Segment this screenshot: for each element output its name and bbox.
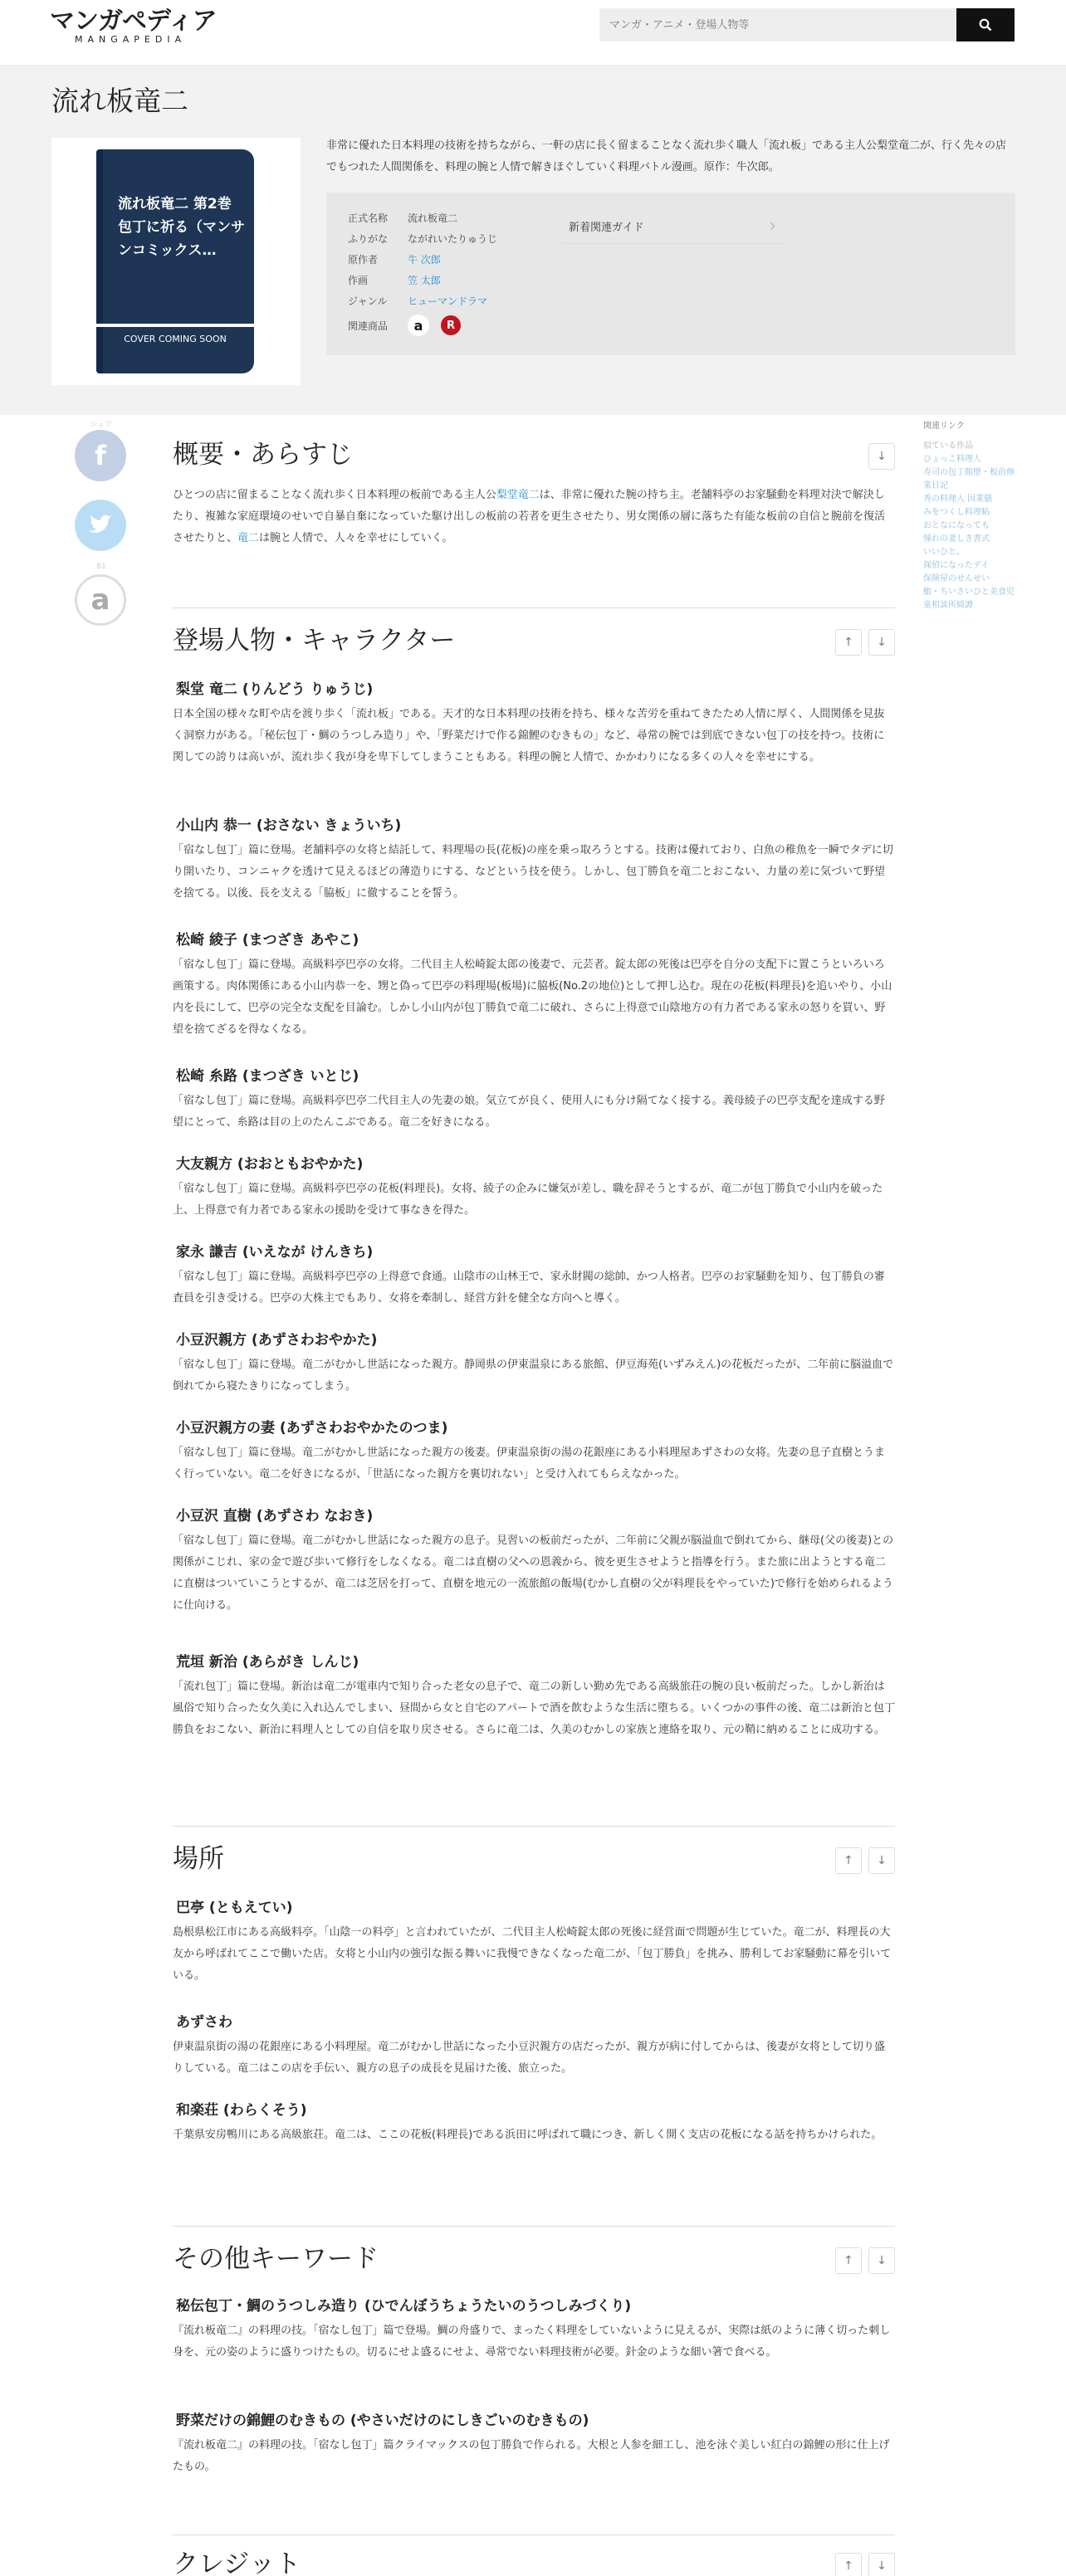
section-nav	[835, 629, 895, 656]
place-entry	[173, 2012, 895, 2080]
overview-heading	[173, 437, 895, 473]
fb-label: シェア	[90, 421, 113, 429]
info-key: 原作者	[348, 254, 379, 266]
keywords-section	[173, 2241, 895, 2277]
character-name: 小豆沢親方 (あずさわおやかた)	[176, 1332, 378, 1349]
character-entry	[173, 1651, 895, 1741]
amazon-icon: a	[90, 583, 110, 617]
info-row	[348, 311, 497, 339]
credits-heading	[173, 2546, 895, 2576]
overview-text-b: は、非常に優れた腕の持ち主。老舗料亭のお家騒動を料理対決で解決したり、複雑な家庭環境のせいで自暴自棄になっていた駆け出しの板前の若者を更生させたり、男女関係の層に落ちた有能な板前の自信と腕前を復活させたりと、	[173, 489, 886, 544]
site-logo[interactable]	[50, 8, 217, 45]
keyword-entry	[173, 2410, 895, 2478]
related-item[interactable]: 秀の料理人 因業膳	[923, 495, 993, 504]
character-entry	[173, 929, 895, 1041]
overview-text	[173, 485, 895, 549]
cover-coming-soon: COVER COMING SOON	[124, 334, 227, 344]
character-name: 家永 謙吉 (いえなが けんきち)	[176, 1244, 374, 1261]
section-divider	[173, 607, 895, 608]
twitter-share-button[interactable]	[75, 500, 126, 551]
character-text: 日本全国の様々な町や店を渡り歩く「流れ板」である。天才的な日本料理の技術を持ち、様々な苦労を重ねてきたため人情に厚く、人間関係を見抜く洞察力がある。「秘伝包丁・鯛のうつしみ造り」や、「野菜だけで作る錦鯉のむきもの」など、尋常の腕では到底できない包丁の技を持つ。技術に関しての誇りは高いが、流れ歩く我が身を卑下してしまうこともある。料理の腕と人情で、かかわりになる多くの人々を幸せにする。	[173, 708, 885, 764]
place-name: 和楽荘 (わらくそう)	[176, 2102, 307, 2119]
cover-divider	[96, 324, 254, 327]
characters-title: 登場人物・キャラクター	[173, 626, 456, 656]
search-bar	[599, 8, 1015, 41]
up-arrow-button[interactable]: ↑	[835, 1847, 862, 1874]
up-arrow-button[interactable]: ↑	[835, 2553, 862, 2576]
keyword-name: 秘伝包丁・鯛のうつしみ造り (ひでんぼうちょうたいのうつしみづくり)	[176, 2298, 632, 2315]
character-text: 「宿なし包丁」篇に登場。竜二がむかし世話になった親方の後妻。伊東温泉街の湯の花銀座にある小料理屋あずさわの女将。先妻の息子直樹とうまく行っていない。竜二を好きになるが、「世話になった親方を裏切れない」と受け入れてもらえなかった。	[173, 1447, 886, 1481]
related-item[interactable]: みをつくし料理帖	[923, 508, 990, 517]
section-divider	[173, 1826, 895, 1827]
character-text: 「宿なし包丁」篇に登場。老舗料亭の女将と結託して、料理場の長(花板)の座を乗っ取ろうとする。技術は優れており、白魚の稚魚を一瞬でタデに切り開いたり、コンニャクを透けて見えるほどの薄造りにする、などという技を使う。しかし、包丁勝負を竜二とおこない、力量の差に気づいて野望を捨てる。以後、長を支える「脇板」に徹することを誓う。	[173, 844, 893, 900]
author-link[interactable]: 牛 次郎	[408, 254, 441, 266]
character-entry	[173, 1154, 895, 1222]
section-nav	[835, 2553, 895, 2576]
character-text: 「宿なし包丁」篇に登場。竜二がむかし世話になった親方の息子。見習いの板前だったが、二年前に父親が脳溢血で倒れてから、継母(父の後妻)との関係がこじれ、家の金で遊び歩いて修行をしなくなる。竜二は直樹の父への恩義から、彼を更生させようと指導を行う。また旅に出ようとする竜二に直樹はついていこうとするが、竜二は芝居を打って、直樹を地元の一流旅館の飯場(むかし直樹の父が料理長をやっていた)で修行を始められるように仕向ける。	[173, 1534, 894, 1612]
character-text: 「宿なし包丁」篇に登場。高級料亭巴亭の女将。二代目主人松崎錠太郎の後妻で、元芸者。錠太郎の死後は巴亭を自分の支配下に置こうといろいろ画策する。肉体関係にある小山内恭一を、甥と偽って巴亭の料理場(板場)に脇板(No.2の地位)として押し込む。現在の花板(料理長)を追いやり、小山内を長にして、巴亭の完全な支配を目論む。しかし小山内が包丁勝負で竜二に破れ、さらに上得意で山陰地方の有力者である家永の怒りを買い、野望を捨てざるを得なくなる。	[173, 959, 892, 1036]
keyword-text: 『流れ板竜二』の料理の技。「宿なし包丁」篇クライマックスの包丁勝負で作られる。大根と人参を細工し、池を泳ぐ美しい紅白の錦鯉の形に仕上げたもの。	[173, 2439, 890, 2473]
place-name: あずさわ	[176, 2014, 232, 2031]
character-name: 小豆沢 直樹 (あずさわ なおき)	[176, 1508, 374, 1525]
section-divider	[173, 2226, 895, 2227]
related-guide-link[interactable]	[560, 209, 785, 244]
character-link-ryuji[interactable]: 梨堂竜二	[496, 489, 540, 501]
related-item[interactable]: いいひと。	[923, 548, 965, 557]
search-input[interactable]	[599, 8, 956, 41]
place-text: 伊東温泉街の湯の花銀座にある小料理屋。竜二がむかし世話になった小豆沢親方の店だったが、親方が病に付してからは、後妻が女将として切り盛りしている。竜二はこの店を手伝い、親方の息子の成長を見届けた後、旅立った。	[173, 2041, 886, 2075]
credits-section	[173, 2546, 895, 2576]
related-links	[923, 420, 1015, 612]
related-item[interactable]: おとなになっても	[923, 521, 990, 530]
info-key: 関連商品	[348, 320, 389, 332]
related-item[interactable]: 鮨・ちいさいひと美食児童相談所綺譚	[923, 588, 1015, 610]
genre-link[interactable]: ヒューマンドラマ	[408, 295, 488, 307]
related-title: 関連リンク	[923, 422, 965, 431]
character-entry	[173, 1417, 895, 1486]
up-arrow-button[interactable]: ↑	[835, 2247, 862, 2274]
down-arrow-button[interactable]: ↓	[868, 443, 895, 470]
character-text: 「宿なし包丁」篇に登場。竜二がむかし世話になった親方。静岡県の伊東温泉にある旅館、伊豆海苑(いずみえん)の花板だったが、二年前に脳溢血で倒れてから寝たきりになってしまう。	[173, 1359, 894, 1393]
facebook-icon: f	[95, 440, 106, 471]
site-header	[0, 0, 1066, 66]
shop-links	[408, 315, 461, 336]
characters-section	[173, 622, 895, 659]
related-item[interactable]: 保険屋のせんせい	[923, 574, 990, 583]
character-name: 小山内 恭一 (おさない きょういち)	[176, 817, 402, 834]
info-row	[348, 207, 497, 228]
related-item[interactable]: 探偵になったデイ	[923, 561, 990, 570]
place-text: 千葉県安房鴨川にある高級旅荘。竜二は、ここの花板(料理長)である浜田に呼ばれて職につき、新しく開く支店の花板になる話を持ちかけられた。	[173, 2129, 883, 2141]
places-title: 場所	[173, 1844, 224, 1874]
character-name: 大友親方 (おおともおやかた)	[176, 1156, 364, 1173]
character-name: 荒垣 新治 (あらがき しんじ)	[176, 1654, 359, 1671]
related-item: 似ている作品	[923, 442, 973, 451]
up-arrow-button[interactable]: ↑	[835, 629, 862, 656]
info-value: 流れ板竜二	[408, 212, 458, 224]
overview-title: 概要・あらすじ	[173, 440, 353, 470]
keyword-text: 『流れ板竜二』の料理の技。「宿なし包丁」篇で登場。鯛の舟盛りで、まったく料理をしていないように見えるが、実際は紙のように薄く切った刺し身を、元の姿のように盛りつけたもの。切るにせよ盛るにせよ、尋常でない料理技術が必要。針金のような細い箸で食べる。	[173, 2325, 891, 2359]
amazon-share-button[interactable]	[75, 574, 126, 626]
character-name: 松崎 糸路 (まつざき いとじ)	[176, 1068, 359, 1085]
work-description: 非常に優れた日本料理の技術を持ちながら、一軒の店に長く留まることなく流れ歩く職人「流れ板」である主人公梨堂竜二が、行く先々の店でもつれた人間関係を、料理の腕と人情で解きほぐしていく料理バトル漫画。原作：牛次郎。	[326, 139, 1007, 173]
character-text: 「宿なし包丁」篇に登場。高級料亭巴亭の上得意で食通。山陰市の山林王で、家永財閥の総帥、かつ人格者。巴亭のお家騒動を知り、包丁勝負の審査員を引き受ける。巴亭の大株主でもあり、女将を牽制し、経営方針を健全な方向へと導く。	[173, 1271, 885, 1305]
cover-title: 流れ板竜二 第2巻 包丁に祈る（マンサンコミックス…	[118, 196, 245, 259]
chevron-right-icon: ›	[769, 216, 776, 237]
character-text: 「宿なし包丁」篇に登場。高級料亭巴亭の花板(料理長)。女将、綾子の企みに嫌気が差し、職を辞そうとするが、竜二が包丁勝負で小山内を破った上、上得意で有力者である家永の援助を受けて事なきを得た。	[173, 1183, 883, 1217]
amazon-icon[interactable]: a	[408, 315, 429, 336]
cover-image-box[interactable]	[51, 138, 301, 385]
character-entry	[173, 1242, 895, 1310]
logo-main-text: マンガペディア	[50, 7, 217, 36]
search-button[interactable]	[956, 8, 1015, 41]
section-nav	[868, 443, 895, 470]
down-arrow-button[interactable]: ↓	[868, 1847, 895, 1874]
character-name: 梨堂 竜二 (りんどう りゅうじ)	[176, 681, 374, 698]
info-key: 作画	[348, 275, 369, 286]
character-entry	[173, 1505, 895, 1617]
artist-link[interactable]: 笠 太郎	[408, 275, 441, 286]
info-row	[348, 270, 497, 290]
place-name: 巴亭 (ともえてい)	[176, 1900, 293, 1916]
book-cover	[96, 149, 254, 373]
rakuten-icon[interactable]: R	[441, 315, 461, 335]
info-value: ながれいたりゅうじ	[408, 233, 498, 245]
info-row	[348, 249, 497, 270]
info-key: 正式名称	[348, 212, 389, 224]
section-nav	[835, 1847, 895, 1874]
character-entry	[173, 1066, 895, 1134]
keywords-title: その他キーワード	[173, 2244, 379, 2274]
amazon-label: 81	[96, 563, 106, 571]
related-item[interactable]: 憧れの妻しき書式	[923, 534, 990, 544]
character-entry	[173, 679, 895, 768]
info-key: ジャンル	[348, 295, 388, 307]
facebook-share-button[interactable]	[75, 430, 126, 481]
character-link-ryuji-short[interactable]: 竜二	[237, 532, 260, 544]
down-arrow-button[interactable]: ↓	[868, 2247, 895, 2274]
character-entry	[173, 1329, 895, 1398]
guide-label: 新着関連ガイド	[569, 222, 644, 234]
info-key: ふりがな	[348, 233, 389, 245]
place-text: 島根県松江市にある高級料亭。「山陰一の料亭」と言われていたが、二代目主人松崎錠太郎の死後に経営面で問題が生じていた。竜二が、料理長の大友から呼ばれてここで働いた店。女将と小山内の強引な振る舞いに我慢できなくなった竜二が、「包丁勝負」を挑み、勝利してお家騒動に幕を引いている。	[173, 1926, 892, 1982]
down-arrow-button[interactable]: ↓	[868, 629, 895, 656]
logo-sub-text: MANGAPEDIA	[75, 34, 187, 45]
place-entry	[173, 2100, 895, 2146]
character-text: 「流れ包丁」篇に登場。新治は竜二が電車内で知り合った老女の息子で、竜二の新しい勤め先である高級旅荘の腕の良い板前だった。しかし新治は風俗で知り合った女久美に入れ込んでしまい、昼間から女と自宅のアパートで酒を飲むような生活に堕ちる。いくつかの事件の後、竜二は新治と包丁勝負をおこない、新治に料理人としての自信を取り戻させる。さらに竜二は、久美のむかしの家族と連絡を取り、元の鞘に納めることに成功する。	[173, 1681, 895, 1736]
work-info-panel	[326, 193, 1015, 355]
character-entry	[173, 815, 895, 905]
social-share	[75, 418, 128, 626]
info-row	[348, 228, 497, 249]
keyword-entry	[173, 2295, 895, 2364]
places-section	[173, 1841, 895, 1877]
related-item[interactable]: ひょっこ料理人	[923, 455, 981, 464]
section-nav	[835, 2247, 895, 2274]
overview-text-c: は腕と人情で、人々を幸せにしていく。	[259, 532, 453, 544]
related-item[interactable]: 寿司の包丁館壁・板前修業日記	[923, 468, 1015, 490]
work-info-table	[348, 207, 497, 339]
overview-text-a: ひとつの店に留まることなく流れ歩く日本料理の板前である主人公	[173, 489, 496, 501]
page-title: 流れ板竜二	[51, 85, 188, 117]
place-entry	[173, 1897, 895, 1987]
twitter-icon	[88, 515, 113, 536]
info-row	[348, 290, 497, 311]
character-text: 「宿なし包丁」篇に登場。高級料亭巴亭二代目主人の先妻の娘。気立てが良く、使用人にも分け隔てなく接する。義母綾子の巴亭支配を達成する野望にとって、糸路は目の上のたんこぶである。竜二を好きになる。	[173, 1095, 885, 1129]
down-arrow-button[interactable]: ↓	[868, 2553, 895, 2576]
places-heading	[173, 1841, 895, 1877]
credits-title: クレジット	[173, 2549, 301, 2576]
character-name: 松崎 綾子 (まつざき あやこ)	[176, 932, 359, 949]
keyword-name: 野菜だけの錦鯉のむきもの (やさいだけのにしきごいのむきもの)	[176, 2413, 589, 2429]
keywords-heading	[173, 2241, 895, 2277]
characters-heading	[173, 622, 895, 659]
search-icon	[979, 18, 992, 32]
overview-section	[173, 437, 895, 549]
character-name: 小豆沢親方の妻 (あずさわおやかたのつま)	[176, 1420, 448, 1437]
